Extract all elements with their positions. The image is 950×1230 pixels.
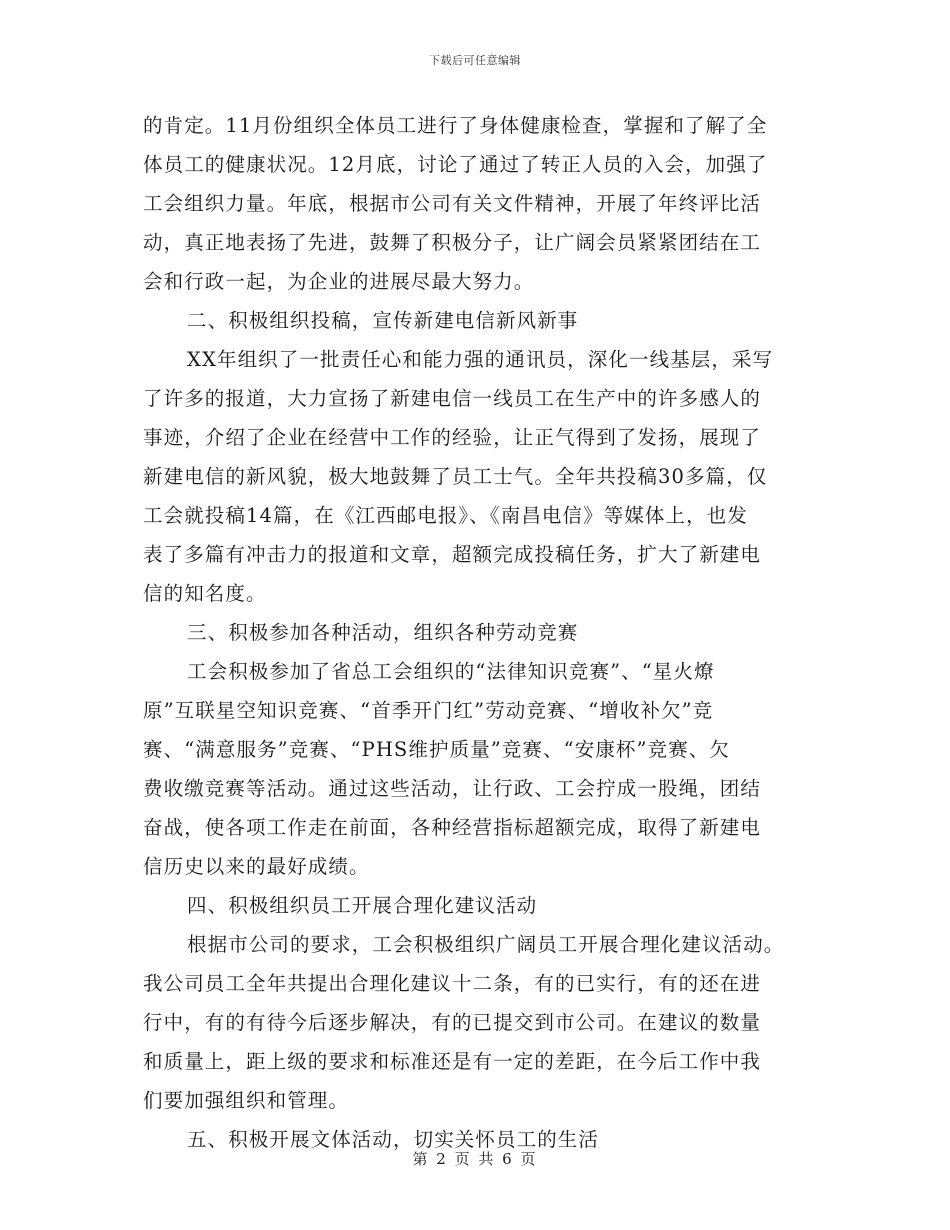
text-line: 表了多篇有冲击力的报道和文章，超额完成投稿任务，扩大了新建电	[143, 543, 762, 566]
text-line: 体员工的健康状况。12月底，讨论了通过了转正人员的入会，加强了	[143, 153, 768, 176]
text-line: 四、积极组织员工开展合理化建议活动	[187, 894, 538, 917]
text-line: 了许多的报道，大力宣扬了新建电信一线员工在生产中的许多感人的	[143, 387, 762, 410]
text-line: 三、积极参加各种活动，组织各种劳动竞赛	[187, 621, 579, 644]
text-line: 费收缴竞赛等活动。通过这些活动，让行政、工会拧成一股绳，团结	[143, 777, 762, 800]
text-line: XX年组织了一批责任心和能力强的通讯员，深化一线基层，采写	[187, 348, 774, 371]
text-line: 和质量上，距上级的要求和标准还是有一定的差距，在今后工作中我	[143, 1050, 762, 1073]
text-line: 原”互联星空知识竞赛、“首季开门红”劳动竞赛、“增收补欠”竞	[143, 699, 714, 722]
text-line: 我公司员工全年共提出合理化建议十二条，有的已实行，有的还在进	[143, 972, 762, 995]
text-line: 赛、“满意服务”竞赛、“PHS维护质量”竞赛、“安康杯”竞赛、欠	[143, 738, 730, 761]
text-line: 工会积极参加了省总工会组织的“法律知识竞赛”、“星火燎	[187, 660, 715, 683]
text-line: 奋战，使各项工作走在前面，各种经营指标超额完成，取得了新建电	[143, 816, 762, 839]
text-line: 的肯定。11月份组织全体员工进行了身体健康检查，掌握和了解了全	[143, 114, 768, 137]
text-line: 二、积极组织投稿，宣传新建电信新风新事	[187, 309, 579, 332]
text-line: 行中，有的有待今后逐步解决，有的已提交到市公司。在建议的数量	[143, 1011, 762, 1034]
text-line: 根据市公司的要求，工会积极组织广阔员工开展合理化建议活动。	[187, 933, 785, 956]
text-line: 动，真正地表扬了先进，鼓舞了积极分子，让广阔会员紧紧团结在工	[143, 231, 762, 254]
text-line: 信的知名度。	[143, 582, 267, 605]
text-line: 信历史以来的最好成绩。	[143, 855, 370, 878]
text-line: 事迹，介绍了企业在经营中工作的经验，让正气得到了发扬，展现了	[143, 426, 762, 449]
text-line: 工会就投稿14篇，在《江西邮电报》、《南昌电信》等媒体上，也发	[143, 504, 748, 527]
text-line: 五、积极开展文体活动，切实关怀员工的生活	[187, 1128, 600, 1151]
text-line: 工会组织力量。年底，根据市公司有关文件精神，开展了年终评比活	[143, 192, 762, 215]
text-line: 会和行政一起，为企业的进展尽最大努力。	[143, 270, 535, 293]
text-line: 新建电信的新风貌，极大地鼓舞了员工士气。全年共投稿30多篇，仅	[143, 465, 768, 488]
page-header: 下载后可任意编辑	[429, 54, 521, 67]
text-line: 们要加强组织和管理。	[143, 1089, 350, 1112]
document-body	[143, 106, 811, 1159]
page-number-footer: 第 2 页 共 6 页	[412, 1150, 538, 1168]
